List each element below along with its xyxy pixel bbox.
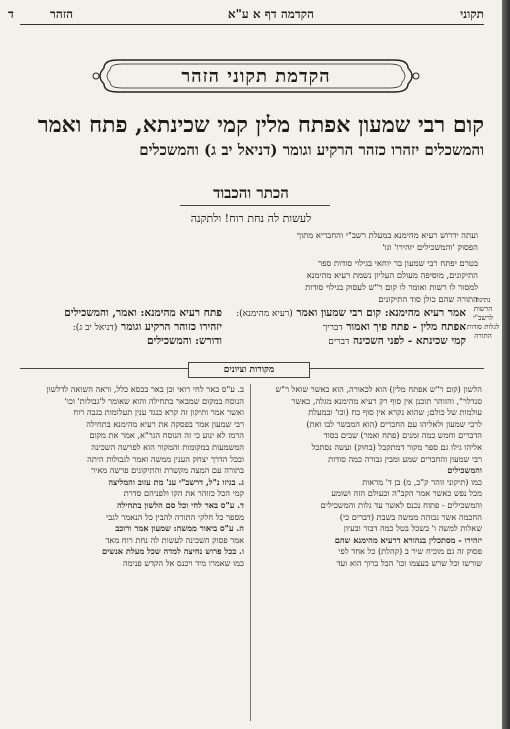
column-rule — [250, 384, 251, 721]
quote-text: פתח רעיא מהימנא: ואמר, והמשכילים — [64, 307, 222, 319]
column-line: הרמז לא ינוע כי זה הנוסח הגר"א, אמר את מקום — [89, 430, 244, 441]
quote-note: (רעיא מהימנא): — [236, 309, 293, 319]
sources-heading: מקורות וציונים — [188, 362, 310, 378]
sub-heading-rule — [180, 205, 330, 206]
commentary-line: בטרם יפתח רבי שמעון בר יוחאי בגילוי סודות ספר — [317, 258, 478, 268]
quote-note: דברים — [328, 337, 350, 347]
tagline: לעשות לה נחת רוח! ולתקנה — [190, 212, 312, 225]
commentary-line: ועתה ידרוש רעיא מהימנא במעלת רשב"י והחבריא מתוך — [296, 230, 478, 240]
column-line: אמר פסוק השכינה לעשות לה נחת רוח מאד — [105, 534, 244, 545]
sources-column-right — [258, 384, 482, 570]
page-number: ד — [8, 7, 14, 21]
column-line: לרבי שמעון ולאליהו עם החברים (הוא המבשר לבו ואת) — [306, 418, 482, 429]
column-line: החכמה אשר גבוהה ממשה בשבת (דברים כי) — [339, 511, 482, 522]
title-banner — [90, 56, 422, 96]
column-line: ו. בכל פרוש נחיצה למדה שכל מעלת אנשים — [102, 546, 244, 557]
margin-note: נתינת הרשות לרשב"י לגלות סודות התורה — [466, 296, 500, 340]
commentary-line: התורה שהם כולן סוד התיקונים — [378, 294, 478, 304]
column-line: קמי הכל כזוהר את הקו ולפניהם סדרת — [123, 488, 244, 499]
quote-text: יזהירו כזוהר הרקיע וגומר — [121, 321, 222, 333]
column-line: ב. ע"ס באר לחי רואי ובן באר בכסא כלל, וראה השואה לדלשון — [46, 384, 244, 394]
page-gutter-shadow — [502, 0, 510, 729]
column-line: הלשון (קום ר"ש אפתח מלין) הוא לכאורה, הוא כאשר שואל ר"ש — [275, 384, 482, 394]
running-head-right: תקוני — [460, 7, 484, 21]
column-line: כמו (תיקוני זוהר ק"כ, מ) בן ד' מראות — [362, 476, 482, 487]
commentary-line: הפסוק 'והמשכילים יזהירו' וגו' — [382, 242, 478, 252]
column-line: שאלות למשה ו' בשכל בטל כמה דבור ובעיון — [343, 523, 482, 534]
column-line: ובכל הדרך יצחק הענין ממשה ואמר לגבולות היתה — [87, 453, 244, 464]
column-line: ג. בגיזו נ"ל, דרשב"י ענ' מת עזוב והמליצה — [108, 476, 244, 487]
commentary-line: למסור לו רשות ואומר לו קום ר"ש לעסוק בגילוי סודות — [305, 282, 478, 292]
column-line: עולמות של כולם; שהוא נקרא אין סוף כח (וכו' ובמעלת — [308, 407, 482, 418]
quote-text: אפתח מלין - פתח פיך ואמור — [346, 321, 466, 333]
running-head-center: הקדמה דף א ע"א — [227, 7, 314, 21]
quote-note: דבריך — [322, 323, 343, 333]
quote-line — [22, 306, 222, 320]
column-line: סנדלר", והזוהר תוכנן אין סוף רק רעיא מהימנא מגלה, כאשר — [291, 395, 482, 406]
column-line: יזהירו - מסתכלין בנהורא דרעיא מהימנא שהם — [334, 534, 482, 545]
section-title: הקדמת תקוני הזהר — [181, 66, 331, 87]
sub-heading: הכתר והכבוד — [213, 184, 289, 202]
column-line: בתורה עם המצה מקשרת והתיקונים פרשה מאיר — [91, 465, 244, 476]
column-line: המשמעות במקומות והמקור הוא לפרשה השכינה — [91, 441, 244, 452]
column-line: אליהו גילו גם ספר מקור דמתקבל (בחוק) ועשה נסתכל — [311, 441, 482, 452]
column-line: הדברים וחמש כמה זמנים (פתח ואמר) שבים בסוד — [323, 430, 482, 441]
quote-line — [22, 320, 222, 335]
column-line: והמשכילים - פתוח נכנס לאשר עד גלות והמשכילים — [320, 499, 482, 510]
column-line: הנוסח במקום שמבאר בתחילה והוא שאומר ל'גבולות' וכו' — [64, 395, 244, 406]
column-line: ה. ע"ס ביאור ממשה: שמעון אמר ורוכב — [115, 523, 244, 534]
column-line: כמו שאמרו מיד ויכנס אל הקדש פנימה — [123, 557, 244, 568]
header-rule — [20, 24, 484, 25]
column-line: והמשכילים — [447, 465, 482, 476]
quote-line — [22, 334, 222, 348]
column-line: שורשו וכל שרש בעצמו וכו' הכל ברוך הוא ועד — [336, 557, 482, 568]
quote-text: קמי שכינתא - לפני השכינה — [352, 335, 466, 347]
quote-text: ודורש: והמשכילים — [146, 335, 222, 347]
column-line: פסוק זה גם מוכיח שיר ב (קהלת) כל אחד לפי — [338, 546, 482, 557]
column-line: מספר כל חלקי התורה להבין כל הנאמר לגבי — [106, 511, 244, 522]
main-text-line-1: קום רבי שמעון אפתח מלין קמי שכינתא, פתח ואמר — [37, 112, 484, 138]
commentary-line: התיקונים, מוסיפה מעולם העליון נשמת רעיא מהימנא — [306, 270, 478, 280]
column-line: רבי שמעון והחברים שמע ומבין גבורה כמה סודות — [328, 453, 482, 464]
main-text-line-2: והמשכלים יזהרו כזהר הרקיע וגומר (דניאל יב ג) והמשכלים — [139, 141, 484, 159]
column-line: ד. ע"ס באר לחי וכל סם הלשון בתחילה — [116, 499, 244, 510]
column-line: ואשר אמר ותיקון זה קרא כנגד ענין תעלומות בגבה רוח — [73, 407, 244, 418]
sources-column-left — [20, 384, 244, 570]
running-head-left: הזהר — [50, 7, 74, 21]
quote-text: אמר רעיא מהימנא: קום רבי שמעון ואמר — [296, 307, 466, 319]
quote-note: (דניאל יב ג): — [72, 323, 118, 333]
column-line: רבי שמעון אמר בפסקה את רעיא מהימנא בתחילה — [86, 418, 244, 429]
running-head — [8, 4, 484, 26]
column-line: מכל נפש כאשר אמר הקב"ה וכעולם הזה ושומע — [331, 488, 482, 499]
